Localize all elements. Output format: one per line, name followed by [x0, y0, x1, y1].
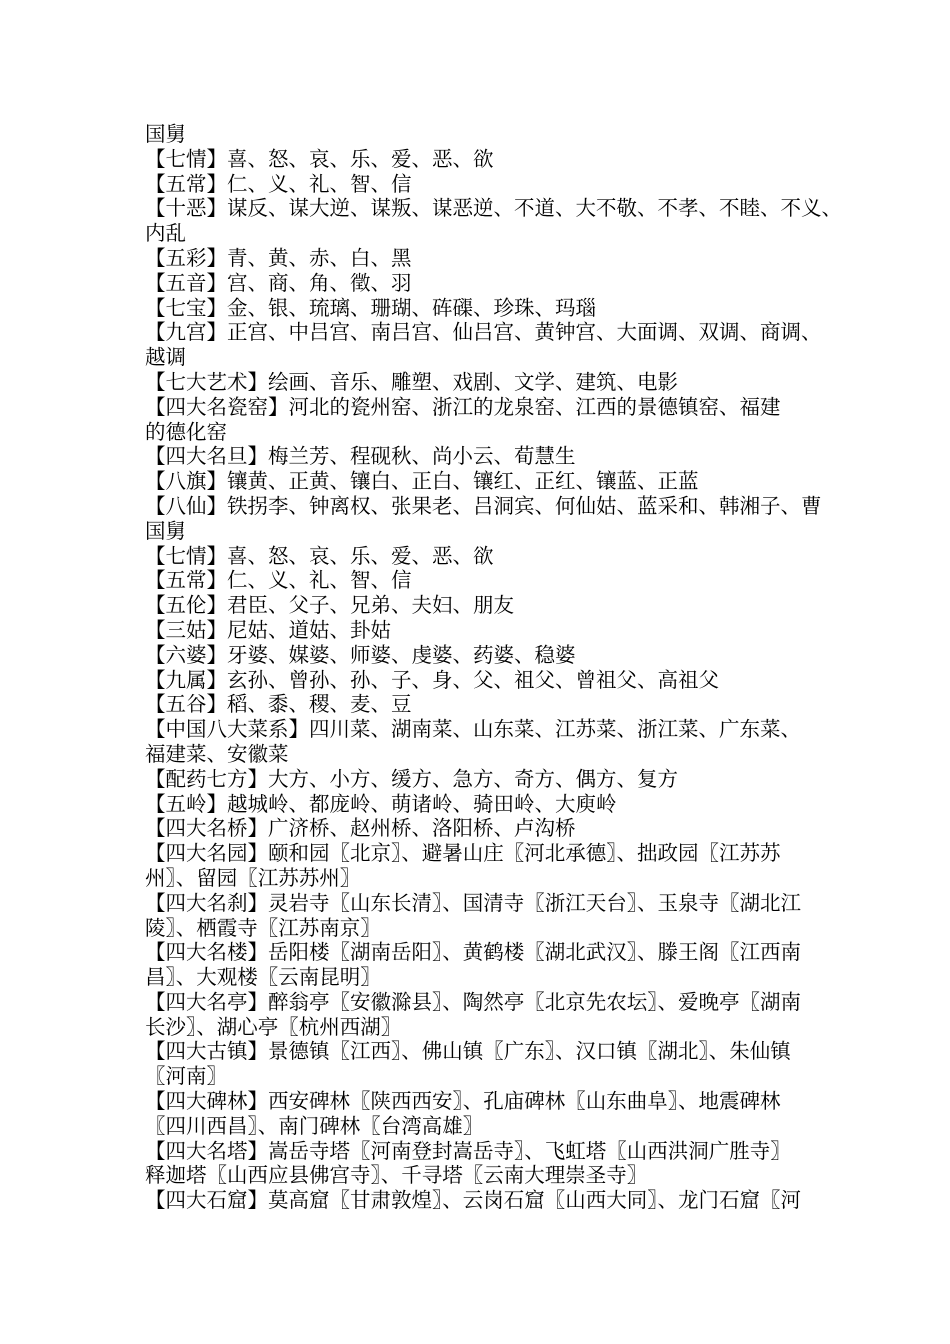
text-line: 陵〗、栖霞寺〖江苏南京〗: [145, 915, 381, 940]
text-line: 国舅: [145, 122, 186, 146]
text-line: 的德化窑: [145, 419, 227, 444]
text-line: 【四大名亭】醉翁亭〖安徽滁县〗、陶然亭〖北京先农坛〗、爱晚亭〖湖南: [145, 989, 801, 1014]
text-line: 【四大石窟】莫高窟〖甘肃敦煌〗、云岗石窟〖山西大同〗、龙门石窟〖河: [145, 1188, 801, 1213]
text-line: 【四大名塔】嵩岳寺塔〖河南登封嵩岳寺〗、飞虹塔〖山西洪洞广胜寺〗: [145, 1138, 791, 1163]
text-line: 【八仙】铁拐李、钟离权、张果老、吕洞宾、何仙姑、蓝采和、韩湘子、曹: [145, 493, 822, 518]
text-line: 【四大名桥】广济桥、赵州桥、洛阳桥、卢沟桥: [145, 816, 576, 841]
text-line: 【四大名园】颐和园〖北京〗、避暑山庄〖河北承德〗、拙政园〖江苏苏: [145, 841, 781, 866]
text-line: 福建菜、安徽菜: [145, 741, 289, 766]
text-line: 【七宝】金、银、琉璃、珊瑚、砗磲、珍珠、玛瑙: [145, 295, 596, 320]
text-line: 【七情】喜、怒、哀、乐、爱、恶、欲: [145, 543, 494, 568]
text-line: 【四大名瓷窑】河北的瓷州窑、浙江的龙泉窑、江西的景德镇窑、福建: [145, 394, 781, 419]
text-line: 越调: [145, 345, 186, 370]
text-line: 【配药七方】大方、小方、缓方、急方、奇方、偶方、复方: [145, 766, 678, 791]
text-line: 释迦塔〖山西应县佛宫寺〗、千寻塔〖云南大理崇圣寺〗: [145, 1163, 648, 1188]
text-line: 【五常】仁、义、礼、智、信: [145, 171, 412, 196]
text-line: 〖四川西昌〗、南门碑林〖台湾高雄〗: [145, 1113, 484, 1138]
text-line: 【七大艺术】绘画、音乐、雕塑、戏剧、文学、建筑、电影: [145, 369, 678, 394]
text-line: 昌〗、大观楼〖云南昆明〗: [145, 965, 381, 990]
text-line: 【四大古镇】景德镇〖江西〗、佛山镇〖广东〗、汉口镇〖湖北〗、朱仙镇: [145, 1039, 791, 1064]
text-line: 【九属】玄孙、曾孙、孙、子、身、父、祖父、曾祖父、高祖父: [145, 667, 719, 692]
text-line: 【五岭】越城岭、都庞岭、萌诸岭、骑田岭、大庾岭: [145, 791, 617, 816]
text-line: 【四大碑林】西安碑林〖陕西西安〗、孔庙碑林〖山东曲阜〗、地震碑林: [145, 1089, 781, 1114]
text-line: 【五伦】君臣、父子、兄弟、夫妇、朋友: [145, 593, 514, 618]
text-line: 【四大名楼】岳阳楼〖湖南岳阳〗、黄鹤楼〖湖北武汉〗、滕王阁〖江西南: [145, 940, 801, 965]
text-line: 【九宫】正宫、中吕宫、南吕宫、仙吕宫、黄钟宫、大面调、双调、商调、: [145, 320, 822, 345]
text-line: 内乱: [145, 221, 186, 246]
text-line: 长沙〗、湖心亭〖杭州西湖〗: [145, 1014, 402, 1039]
text-line: 【六婆】牙婆、媒婆、师婆、虔婆、药婆、稳婆: [145, 642, 576, 667]
text-line: 【五谷】稻、黍、稷、麦、豆: [145, 692, 412, 717]
text-line: 国舅: [145, 518, 186, 543]
text-line: 【四大名刹】灵岩寺〖山东长清〗、国清寺〖浙江天台〗、玉泉寺〖湖北江: [145, 890, 801, 915]
text-line: 【十恶】谋反、谋大逆、谋叛、谋恶逆、不道、大不敬、不孝、不睦、不义、: [145, 196, 842, 221]
text-line: 【三姑】尼姑、道姑、卦姑: [145, 617, 391, 642]
text-line: 【中国八大菜系】四川菜、湖南菜、山东菜、江苏菜、浙江菜、广东菜、: [145, 717, 801, 742]
text-line: 【七情】喜、怒、哀、乐、爱、恶、欲: [145, 146, 494, 171]
text-line: 【八旗】镶黄、正黄、镶白、正白、镶红、正红、镶蓝、正蓝: [145, 469, 699, 494]
text-line: 【五彩】青、黄、赤、白、黑: [145, 245, 412, 270]
text-line: 州〗、留园〖江苏苏州〗: [145, 865, 361, 890]
document-text-body: [145, 122, 842, 1213]
text-line: 【四大名旦】梅兰芳、程砚秋、尚小云、荀慧生: [145, 444, 576, 469]
text-line: 【五常】仁、义、礼、智、信: [145, 568, 412, 593]
text-line: 【五音】宫、商、角、徵、羽: [145, 270, 412, 295]
text-line: 〖河南〗: [145, 1064, 227, 1089]
